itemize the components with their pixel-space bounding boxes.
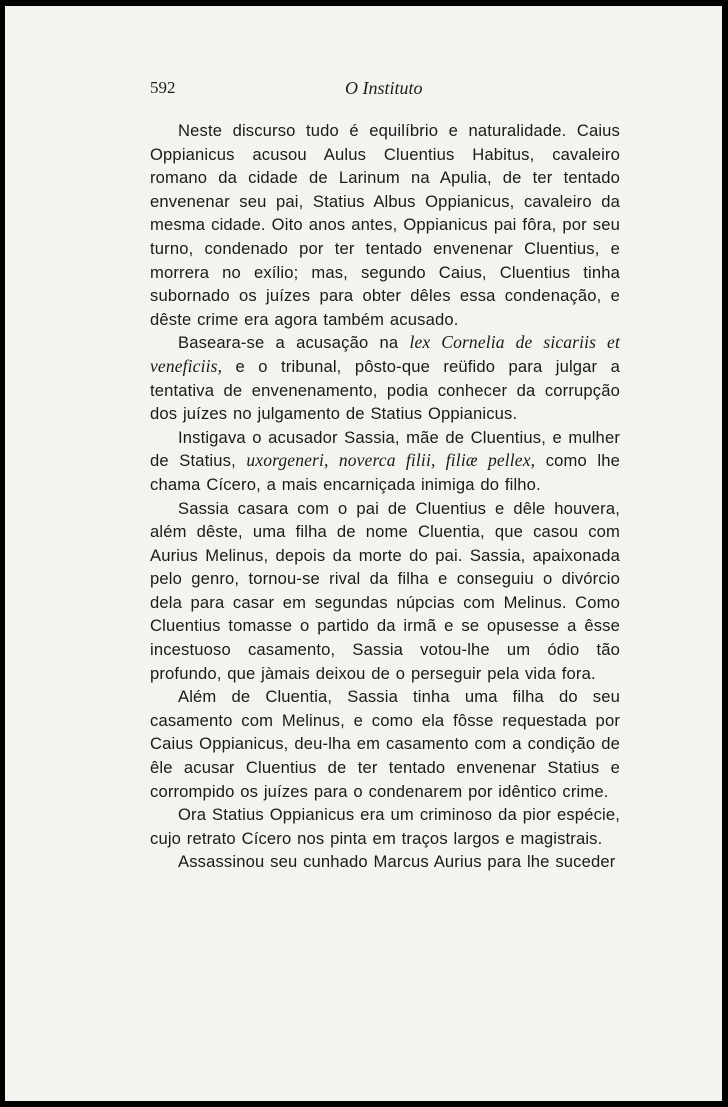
paragraph-3 <box>150 426 620 497</box>
book-page <box>5 6 722 1101</box>
paragraph-3-text-b: como lhe chama Cícero, a mais encarniçada inimiga do filho. <box>150 451 620 494</box>
latin-law-citation: lex Cornelia de sicariis et veneficiis, <box>150 332 620 376</box>
page-number: 592 <box>150 78 176 97</box>
paragraph-4: Sassia casara com o pai de Cluentius e dêle houvera, além dêste, uma filha de nome Cluentia, que casou com Aurius Melinus, depois da morte do pai. Sassia, apaixonada pelo genro, tornou-se rival da filha e conseguiu o divórcio dela para casar em segundas núpcias com Melinus. Como Cluentius tomasse o partido da irmã e se opusesse a êsse incestuoso casamento, Sassia votou-lhe um ódio tão profundo, que jàmais deixou de o perseguir pela vida fora. <box>150 498 620 683</box>
running-title: O Instituto <box>345 78 423 98</box>
paragraph-3-text-a: Instigava o acusador Sassia, mãe de Cluentius, e mulher de Statius, <box>150 427 620 471</box>
paragraph-1: Neste discurso tudo é equilíbrio e naturalidade. Caius Oppianicus acusou Aulus Cluentius Habitus, cavaleiro romano da cidade de Larinum na Apulia, de ter tentado envenenar seu pai, Statius Albus Oppianicus, cavaleiro da mesma cidade. Oito anos antes, Oppianicus pai fôra, por seu turno, condenado por ter tentado envenenar Cluentius, e morrera no exílio; mas, segundo Caius, Cluentius tinha subornado os juízes para obter dêles essa condenação, e dêste crime era agora também acusado. <box>150 121 620 329</box>
latin-quotation: uxorgeneri, noverca filii, filiæ pellex, <box>246 450 536 471</box>
paragraph-5: Além de Cluentia, Sassia tinha uma filha do seu casamento com Melinus, e como ela fôsse requestada por Caius Oppianicus, deu-lha em casamento com a condição de êle acusar Cluentius de ter tentado envenenar Statius e corrompido os juízes para o condenarem por idêntico crime. <box>150 687 620 801</box>
page-header <box>150 78 620 102</box>
paragraph-2 <box>150 331 620 425</box>
body-text <box>150 119 620 874</box>
paragraph-2-text-a: Baseara-se a acusação na <box>178 333 410 353</box>
paragraph-2-text-b: e o tribunal, pôsto-que reüfido para julgar a tentativa de envenenamento, podia conhecer da corrupção dos juízes no julgamento de Statius Oppianicus. <box>150 356 620 424</box>
paragraph-7: Assassinou seu cunhado Marcus Aurius para lhe suceder <box>178 852 616 872</box>
paragraph-6: Ora Statius Oppianicus era um criminoso da pior espécie, cujo retrato Cícero nos pinta em traços largos e magistrais. <box>150 805 620 848</box>
